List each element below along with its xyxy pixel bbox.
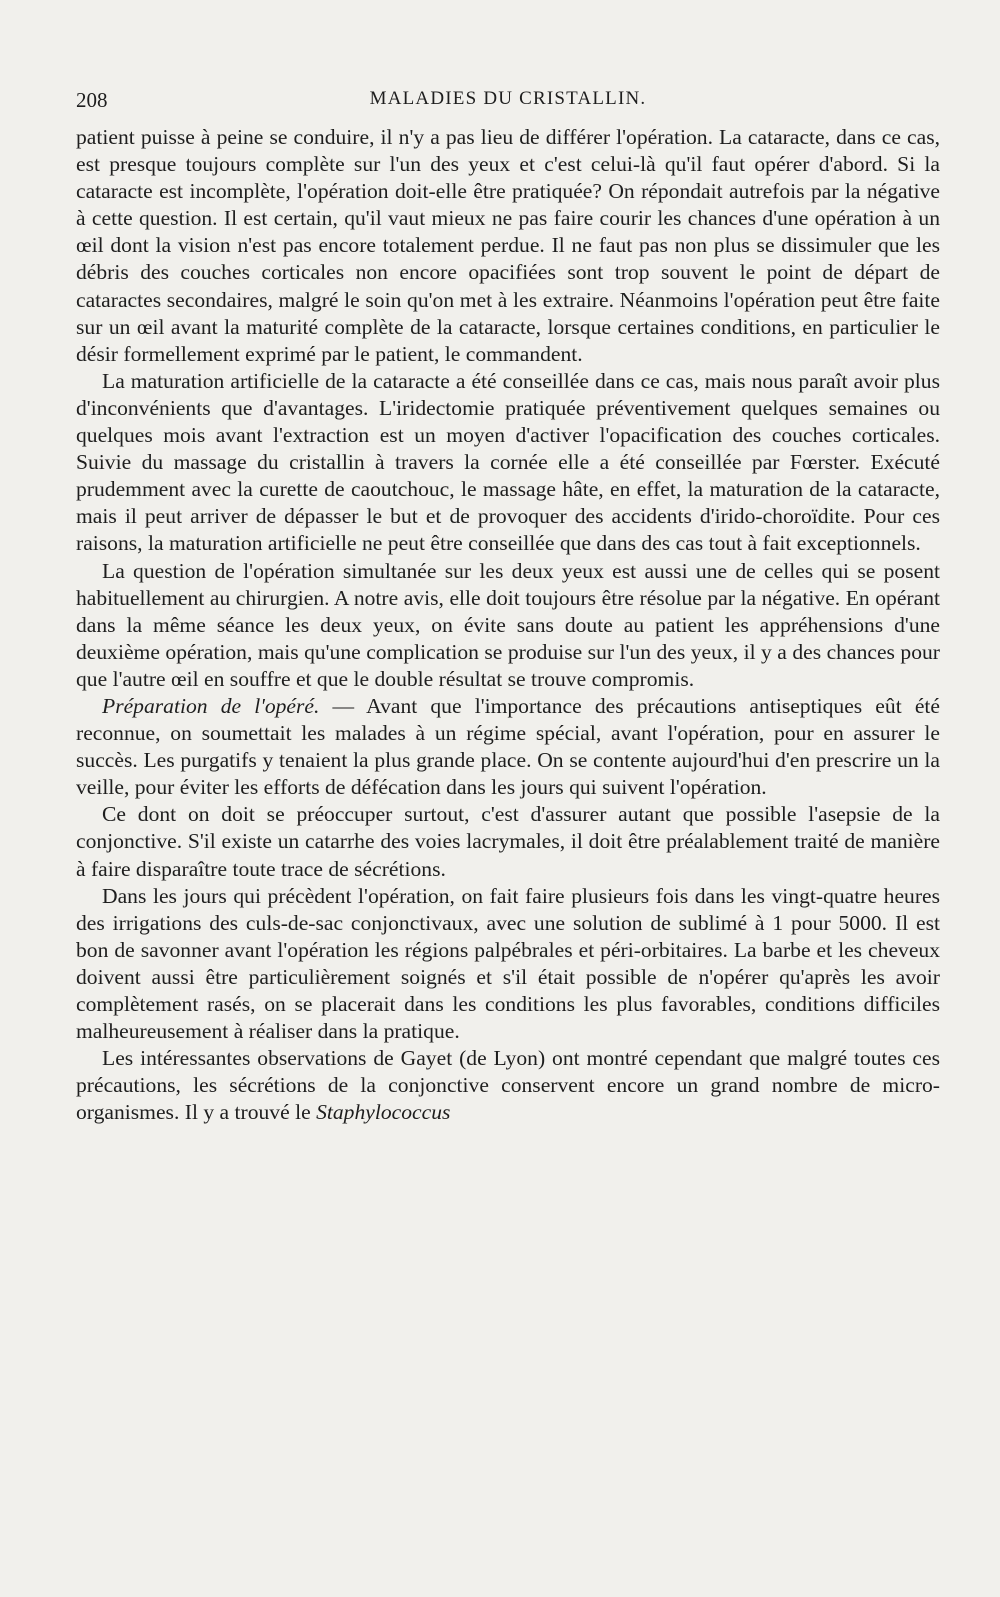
paragraph: [76, 693, 940, 801]
paragraph: [76, 1045, 940, 1126]
paragraph-text: Dans les jours qui précèdent l'opération, on fait faire plusieurs fois dans les vingt-quatre heures des irrigations des culs-de-sac conjonctivaux, avec une solution de sublimé à 1 pour 5000. Il est bon de savonner avant l'opération les régions palpébrales et péri-orbitaires. La barbe et les cheveux doivent aussi être particulièrement soignés et s'il était possible de n'opérer qu'après les avoir complètement rasés, on se placerait dans les conditions les plus favorables, conditions difficiles malheureusement à réaliser dans la pratique.: [76, 883, 940, 1044]
page-number: 208: [76, 88, 108, 112]
page-header: [76, 88, 940, 124]
paragraph-text: La maturation artificielle de la cataracte a été conseillée dans ce cas, mais nous paraît avoir plus d'inconvénients que d'avantages. L'iridectomie pratiquée préventivement quelques semaines ou quelques mois avant l'extraction est un moyen d'activer l'opacification des couches corticales. Suivie du massage du cristallin à travers la cornée elle a été conseillée par Fœrster. Exécuté prudemment avec la curette de caoutchouc, le massage hâte, en effet, la maturation de la cataracte, mais il peut arriver de dépasser le but et de provoquer des accidents d'irido-choroïdite. Pour ces raisons, la maturation artificielle ne peut être conseillée que dans des cas tout à fait exceptionnels.: [76, 368, 940, 556]
paragraph: [76, 883, 940, 1046]
paragraph-text: La question de l'opération simultanée sur les deux yeux est aussi une de celles qui se posent habituellement au chirurgien. A notre avis, elle doit toujours être résolue par la négative. En opérant dans la même séance les deux yeux, on évite sans doute au patient les appréhensions d'une deuxième opération, mais qu'une complication se produise sur l'un des yeux, il y a des chances pour que l'autre œil en souffre et que le double résultat se trouve compromis.: [76, 558, 940, 691]
paragraph: [76, 368, 940, 558]
paragraph: [76, 801, 940, 882]
paragraph-text: patient puisse à peine se conduire, il n'y a pas lieu de différer l'opération. La cataracte, dans ce cas, est presque toujours complète sur l'un des yeux et c'est celui-là qu'il faut opérer d'abord. Si la cataracte est incomplète, l'opération doit-elle être pratiquée? On répondait autrefois par la négative à cette question. Il est certain, qu'il vaut mieux ne pas faire courir les chances d'une opération à un œil dont la vision n'est pas encore totalement perdue. Il ne faut pas non plus se dissimuler que les débris des couches corticales non encore opacifiées sont trop souvent le point de départ de cataractes secondaires, malgré le soin qu'on met à les extraire. Néanmoins l'opération peut être faite sur un œil avant la maturité complète de la cataracte, lorsque certaines conditions, en particulier le désir formellement exprimé par le patient, le commandent.: [76, 125, 940, 366]
paragraph: [76, 124, 940, 368]
section-lead-heading: Préparation de l'opéré.: [102, 693, 320, 718]
species-name: Staphylococcus: [316, 1100, 451, 1125]
paragraph: [76, 558, 940, 693]
running-title: MALADIES DU CRISTALLIN.: [369, 88, 647, 109]
paragraph-text: Les intéressantes observations de Gayet (de Lyon) ont montré cependant que malgré toutes ces précautions, les sécrétions de la conjonctive conservent encore un grand nombre de micro-organismes. Il y a trouvé le: [76, 1046, 940, 1125]
paragraph-text: Ce dont on doit se préoccuper surtout, c'est d'assurer autant que possible l'asepsie de la conjonctive. S'il existe un catarrhe des voies lacrymales, il doit être préalablement traité de manière à faire disparaître toute trace de sécrétions.: [76, 802, 940, 881]
paragraph-text: — Avant que l'importance des précautions antiseptiques eût été reconnue, on soumettait les malades à un régime spécial, avant l'opération, pour en assurer le succès. Les purgatifs y tenaient la plus grande place. On se contente aujourd'hui d'en prescrire un la veille, pour éviter les efforts de défécation dans les jours qui suivent l'opération.: [76, 693, 940, 800]
body-text: [76, 124, 940, 1126]
